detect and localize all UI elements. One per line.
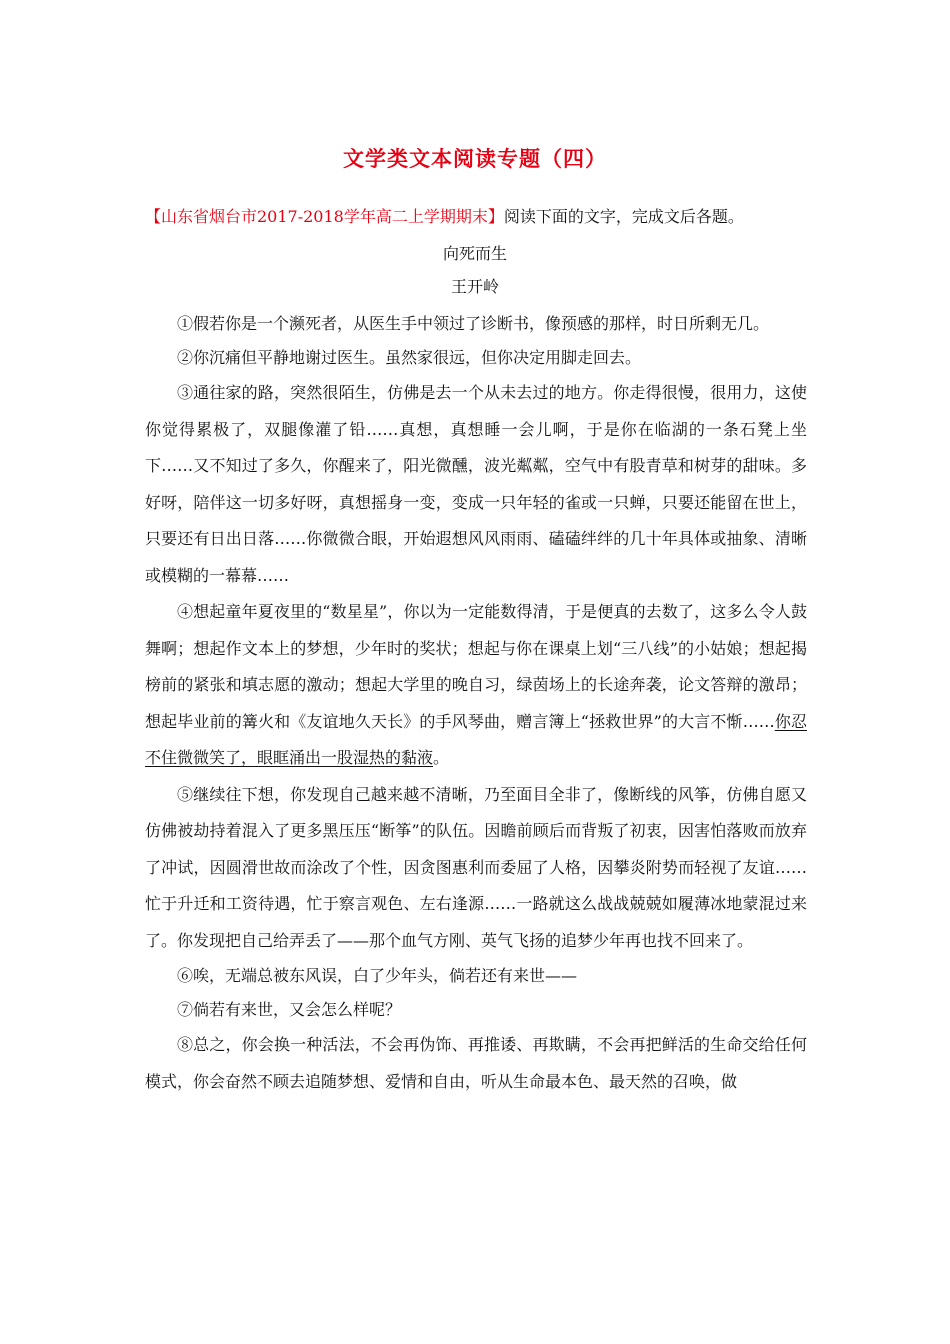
article-body bbox=[145, 307, 807, 1100]
article-author: 王开岭 bbox=[450, 277, 499, 296]
paragraph-8: ⑧总之，你会换一种活法，不会再伪饰、再推诿、再欺瞒，不会再把鲜活的生命交给任何模式，你会奋然不顾去追随梦想、爱情和自由，听从生命最本色、最天然的召唤，做 bbox=[145, 1035, 807, 1091]
paragraph-1: ①假若你是一个濒死者，从医生手中领过了诊断书，像预感的那样，时日所剩无几。 bbox=[177, 314, 770, 333]
paragraph-7: ⑦倘若有来世，又会怎么样呢？ bbox=[177, 1000, 402, 1019]
paragraph-5: ⑤继续往下想，你发现自己越来越不清晰，乃至面目全非了，像断线的风筝，仿佛自愿又仿佛被劫持着混入了更多黑压压“断筝”的队伍。因瞻前顾后而背叛了初衷，因害怕落败而放弃了冲试，因圆滑世故而涂改了个性，因贪图惠利而委屈了人格，因攀炎附势而轻视了友谊……忙于升迁和工资待遇，忙于察言观色、左右逢源……一路就这么战战兢兢如履薄冰地蒙混过来了。你发现把自己给弄丢了——那个血气方刚、英气飞扬的追梦少年再也找不回来了。 bbox=[145, 784, 807, 950]
paragraph-2: ②你沉痛但平静地谢过医生。虽然家很远，但你决定用脚走回去。 bbox=[177, 348, 642, 367]
article-title: 向死而生 bbox=[442, 244, 507, 263]
paragraph-3: ③通往家的路，突然很陌生，仿佛是去一个从未去过的地方。你走得很慢，很用力，这使你觉得累极了，双腿像灌了铅……真想，真想睡一会儿啊，于是你在临湖的一条石凳上坐下……又不知过了多久，你醒来了，阳光微醺，波光粼粼，空气中有股青草和树芽的甜味。多好呀，陪伴这一切多好呀，真想摇身一变，变成一只年轻的雀或一只蝉，只要还能留在世上，只要还有日出日落……你微微合眼，开始遐想风风雨雨、磕磕绊绊的几十年具体或抽象、清晰或模糊的一幕幕…… bbox=[145, 383, 807, 585]
paragraph-6: ⑥唉，无端总被东风误，白了少年头，倘若还有来世—— bbox=[177, 966, 578, 985]
reading-instruction: 阅读下面的文字，完成文后各题。 bbox=[503, 207, 744, 226]
paragraph-4-end: 。 bbox=[433, 748, 450, 767]
paragraph-4 bbox=[145, 594, 807, 777]
source-tag: 【山东省烟台市2017-2018学年高二上学期期末】 bbox=[145, 207, 504, 226]
source-line bbox=[145, 204, 825, 230]
underlined-sentence: 你忍不住微微笑了，眼眶涌出一股湿热的黏液 bbox=[145, 711, 807, 767]
paragraph-4-text: ④想起童年夏夜里的“数星星”，你以为一定能数得清，于是便真的去数了，这多么令人鼓舞啊；想起作文本上的梦想，少年时的奖状；想起与你在课桌上划“三八线”的小姑娘；想起揭榜前的紧张和填志愿的激动；想起大学里的晚自习，绿茵场上的长途奔袭，论文答辩的激昂；想起毕业前的篝火和《友谊地久天长》的手风琴曲，赠言簿上“拯救世界”的大言不惭…… bbox=[145, 602, 807, 731]
document-title: 文学类文本阅读专题（四） bbox=[343, 146, 607, 171]
